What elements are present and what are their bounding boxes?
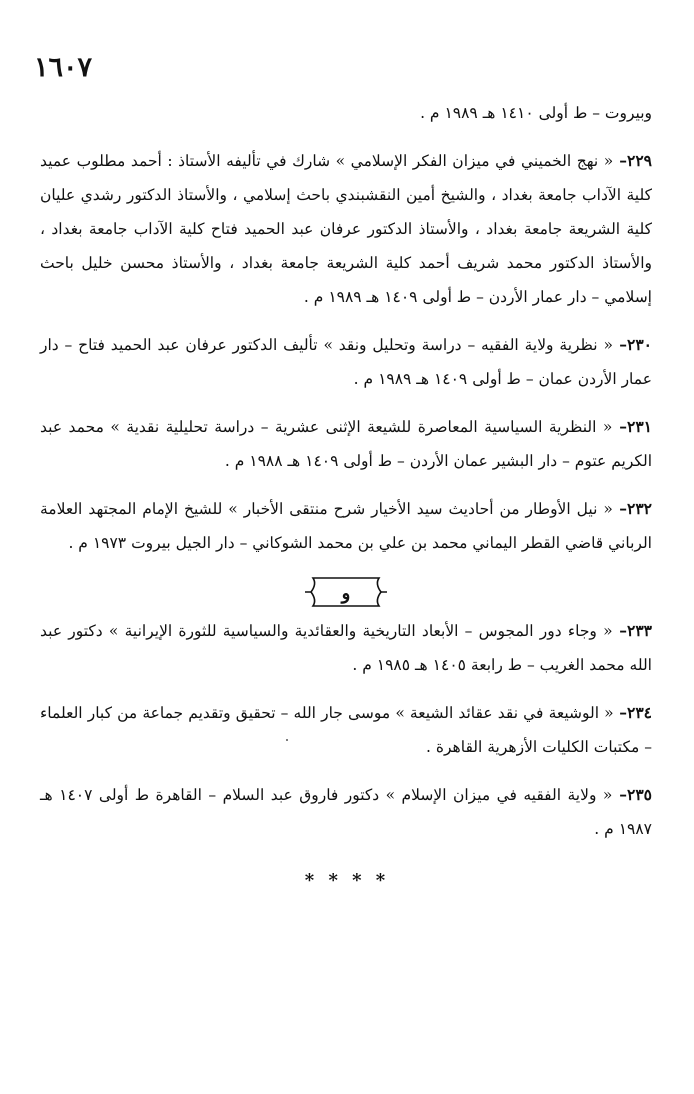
list-item xyxy=(40,492,652,560)
list-item xyxy=(40,614,652,682)
entry-text: « وجاء دور المجوس – الأبعاد التاريخية والعقائدية والسياسية للثورة الإيرانية » دكتور عبد الله محمد الغريب – ط رابعة ١٤٠٥ هـ ١٩٨٥ م . xyxy=(40,622,652,674)
end-mark: * * * * xyxy=(304,870,390,891)
entry-text: « الوشيعة في نقد عقائد الشيعة » موسى جار الله – تحقيق وتقديم جماعة من كبار العلماء – مكتبات الكليات الأزهرية القاهرة . xyxy=(40,704,652,756)
entry-number: ٢٣٢– xyxy=(612,499,652,518)
list-item xyxy=(40,328,652,396)
entry-number: ٢٣٤– xyxy=(613,703,652,722)
entry-text: « نظرية ولاية الفقيه – دراسة وتحليل ونقد » تأليف الدكتور عرفان عبد الحميد فتاح – دار عمار الأردن عمان – ط أولى ١٤٠٩ هـ ١٩٨٩ م . xyxy=(40,336,652,388)
entry-number: ٢٣١– xyxy=(612,417,652,436)
entry-number: ٢٣٠– xyxy=(612,335,652,354)
list-item xyxy=(40,696,652,764)
list-item xyxy=(40,96,652,130)
bibliography-list xyxy=(40,96,652,860)
section-letter-divider xyxy=(40,574,652,610)
entry-text: « ولاية الفقيه في ميزان الإسلام » دكتور فاروق عبد السلام – القاهرة ط أولى ١٤٠٧ هـ ١٩٨٧ م . xyxy=(40,786,652,838)
list-item xyxy=(40,778,652,846)
entry-text: وبيروت – ط أولى ١٤١٠ هـ ١٩٨٩ م . xyxy=(420,104,652,122)
list-item xyxy=(40,144,652,314)
list-item xyxy=(40,410,652,478)
entry-number: ٢٣٥– xyxy=(612,785,652,804)
entry-number: ٢٣٣– xyxy=(612,621,652,640)
entry-text: « النظرية السياسية المعاصرة للشيعة الإثنى عشرية – دراسة تحليلية نقدية » محمد عبد الكريم عتوم – دار البشير عمان الأردن – ط أولى ١٤٠٩ هـ ١٩٨٨ م . xyxy=(40,418,652,470)
section-letter: و xyxy=(341,583,351,604)
page-number: ١٦٠٧ xyxy=(34,52,93,83)
entry-text: « نهج الخميني في ميزان الفكر الإسلامي » شارك في تأليفه الأستاذ : أحمد مطلوب عميد كلية الآداب جامعة بغداد ، والشيخ أمين النقشبندي باحث إسلامي ، والأستاذ الدكتور رشدي عليان كلية الشريعة جامعة بغداد ، والأستاذ الدكتور عرفان عبد الحميد فتاح كلية الآداب جامعة بغداد ، والأستاذ الدكتور محمد شريف أحمد كلية الشريعة جامعة بغداد ، والأستاذ محسن خليل باحث إسلامي – دار عمار الأردن – ط أولى ١٤٠٩ هـ ١٩٨٩ م . xyxy=(40,152,652,306)
entry-text: « نيل الأوطار من أحاديث سيد الأخيار شرح منتقى الأخبار » للشيخ الإمام المجتهد العلامة الرباني قاضي القطر اليماني محمد بن علي بن محمد الشوكاني – دار الجيل بيروت ١٩٧٣ م . xyxy=(40,500,652,552)
entry-number: ٢٢٩– xyxy=(613,151,652,170)
ornament-frame-icon xyxy=(299,574,393,610)
scan-speck xyxy=(286,739,288,741)
